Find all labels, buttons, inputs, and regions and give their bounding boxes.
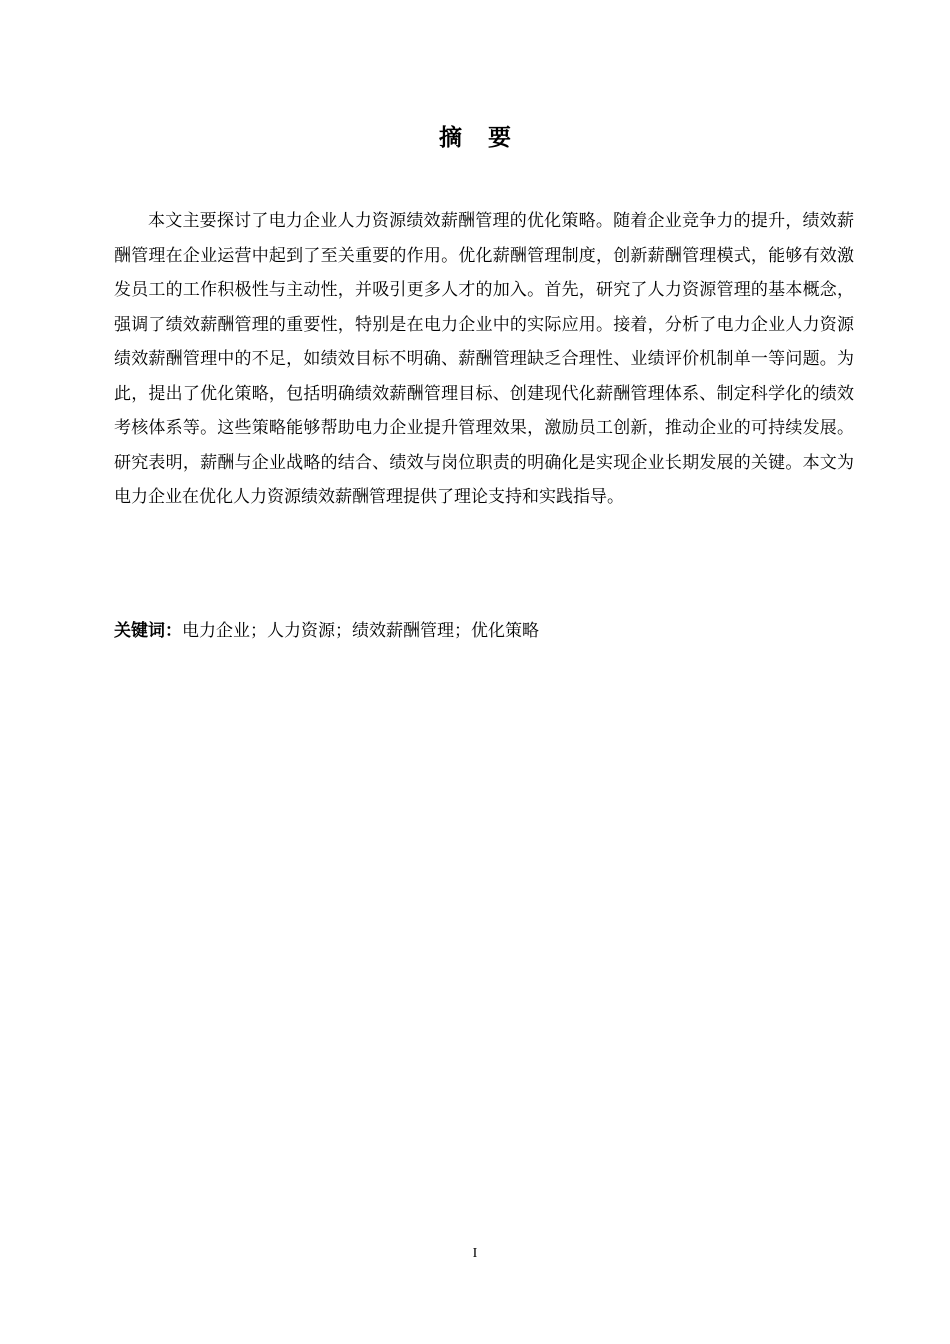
keywords-text: 电力企业；人力资源；绩效薪酬管理；优化策略 <box>182 621 539 641</box>
page-number: I <box>472 1246 478 1261</box>
page-title: 摘要 <box>439 125 537 151</box>
keywords-label: 关键词： <box>114 621 182 641</box>
keywords-line <box>114 615 854 647</box>
abstract-paragraph: 本文主要探讨了电力企业人力资源绩效薪酬管理的优化策略。随着企业竞争力的提升，绩效薪酬管理在企业运营中起到了至关重要的作用。优化薪酬管理制度，创新薪酬管理模式，能够有效激发员工的工作积极性与主动性，并吸引更多人才的加入。首先，研究了人力资源管理的基本概念，强调了绩效薪酬管理的重要性，特别是在电力企业中的实际应用。接着，分析了电力企业人力资源绩效薪酬管理中的不足，如绩效目标不明确、薪酬管理缺乏合理性、业绩评价机制单一等问题。为此，提出了优化策略，包括明确绩效薪酬管理目标、创建现代化薪酬管理体系、制定科学化的绩效考核体系等。这些策略能够帮助电力企业提升管理效果，激励员工创新，推动企业的可持续发展。研究表明，薪酬与企业战略的结合、绩效与岗位职责的明确化是实现企业长期发展的关键。本文为电力企业在优化人力资源绩效薪酬管理提供了理论支持和实践指导。 <box>114 211 854 507</box>
